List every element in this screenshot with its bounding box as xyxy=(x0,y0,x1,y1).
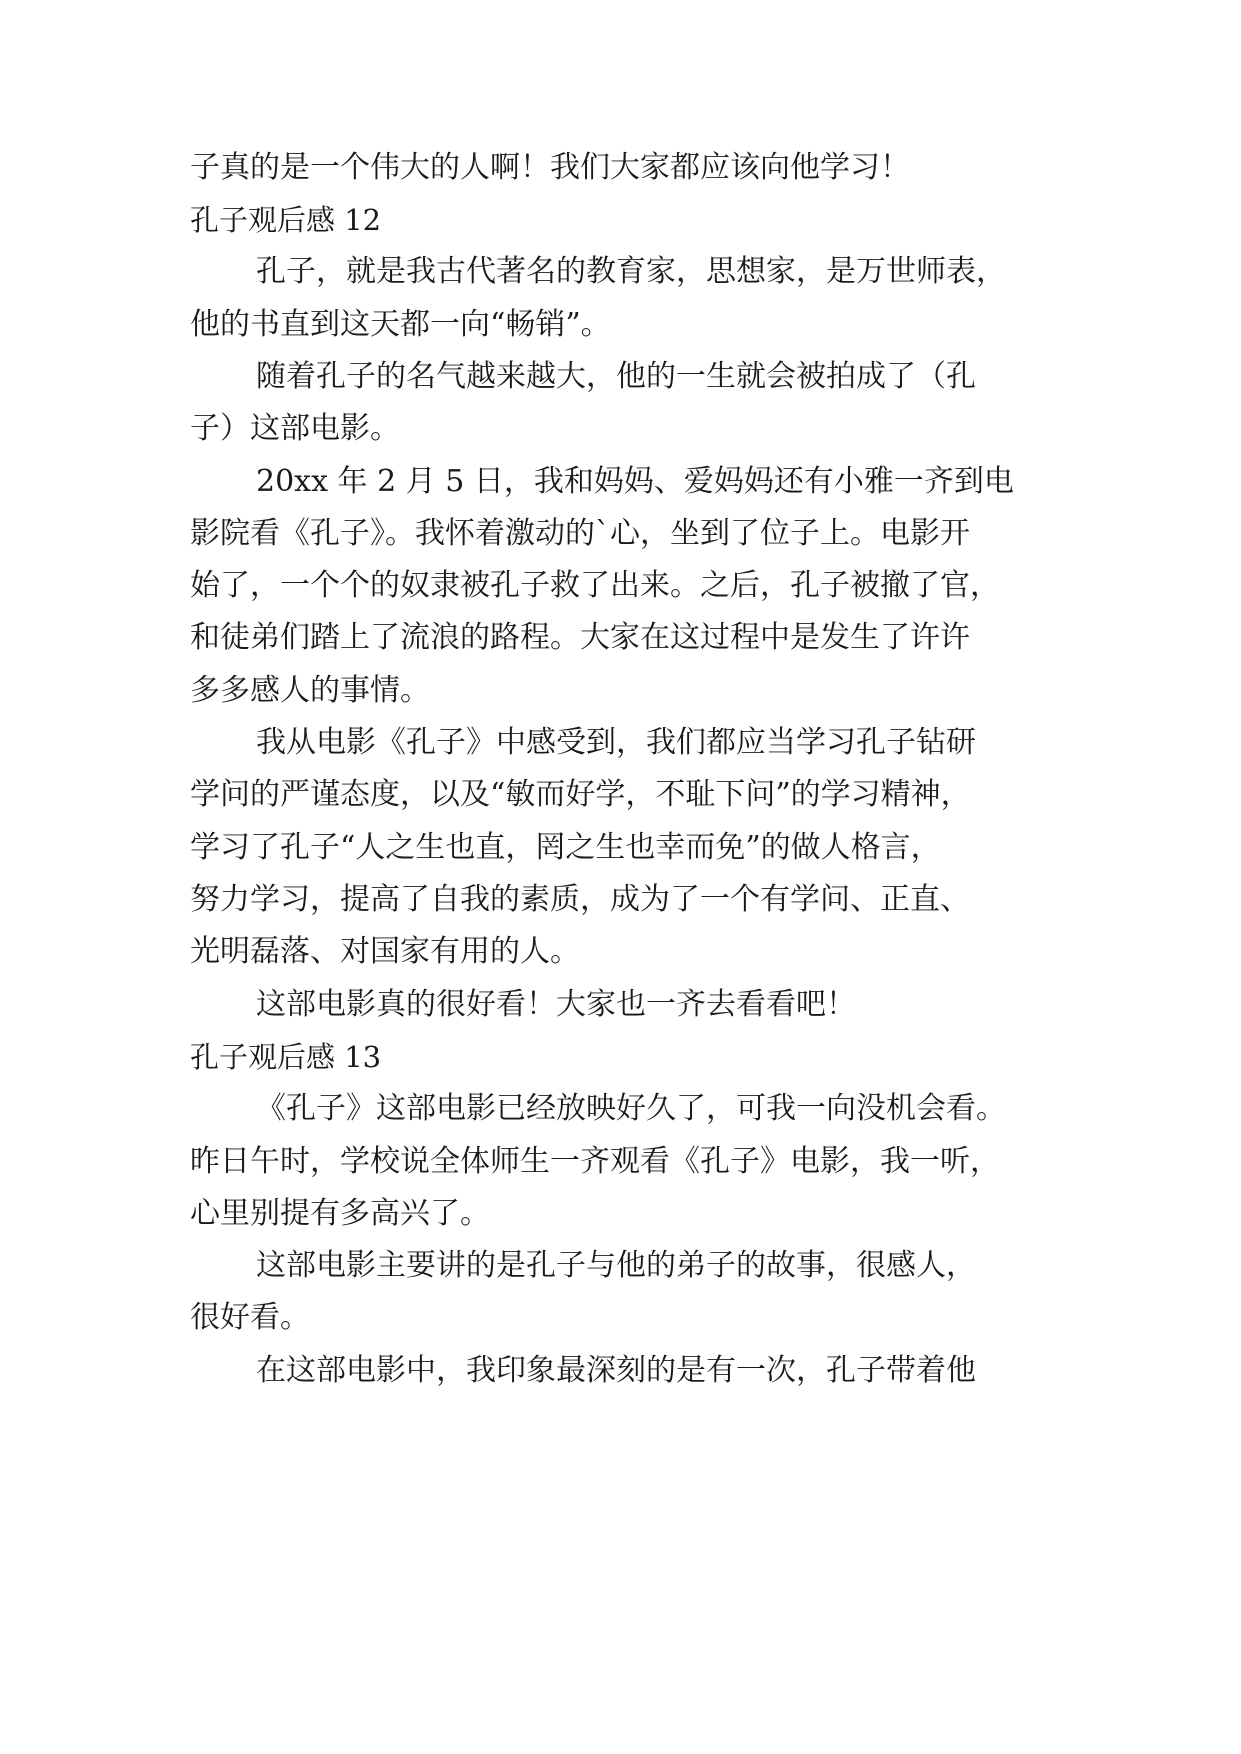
text-line: 他的书直到这天都一向“畅销”。 xyxy=(190,307,611,342)
text-line: 《孔子》这部电影已经放映好久了，可我一向没机会看。 xyxy=(256,1091,1006,1126)
text-line: 这部电影真的很好看！大家也一齐去看看吧！ xyxy=(256,987,856,1022)
text-line: 影院看《孔子》。我怀着激动的`心，坐到了位子上。电影开 xyxy=(190,516,970,551)
text-line: 在这部电影中，我印象最深刻的是有一次，孔子带着他 xyxy=(256,1353,976,1388)
text-line: 孔子，就是我古代著名的教育家，思想家，是万世师表， xyxy=(256,254,1006,289)
section-heading: 孔子观后感 12 xyxy=(190,203,382,237)
text-line: 子真的是一个伟大的人啊！我们大家都应该向他学习！ xyxy=(190,150,910,185)
text-line: 这部电影主要讲的是孔子与他的弟子的故事，很感人， xyxy=(256,1248,976,1283)
section-heading: 孔子观后感 13 xyxy=(190,1040,382,1074)
text-line: 多多感人的事情。 xyxy=(190,673,430,708)
text-line: 20xx 年 2 月 5 日，我和妈妈、爱妈妈还有小雅一齐到电 xyxy=(256,464,1014,499)
text-line: 学问的严谨态度，以及“敏而好学，不耻下问”的学习精神， xyxy=(190,777,971,812)
text-line: 我从电影《孔子》中感受到，我们都应当学习孔子钻研 xyxy=(256,725,976,760)
text-line: 和徒弟们踏上了流浪的路程。大家在这过程中是发生了许许 xyxy=(190,620,970,655)
text-line: 很好看。 xyxy=(190,1300,310,1335)
text-line: 学习了孔子“人之生也直，罔之生也幸而免”的做人格言， xyxy=(190,830,941,865)
text-line: 心里别提有多高兴了。 xyxy=(190,1196,490,1231)
text-line: 子）这部电影。 xyxy=(190,411,400,446)
text-line: 昨日午时，学校说全体师生一齐观看《孔子》电影，我一听， xyxy=(190,1144,1000,1179)
text-line: 随着孔子的名气越来越大，他的一生就会被拍成了（孔 xyxy=(256,359,976,394)
text-line: 光明磊落、对国家有用的人。 xyxy=(190,934,580,969)
text-line: 努力学习，提高了自我的素质，成为了一个有学问、正直、 xyxy=(190,882,970,917)
text-line: 始了，一个个的奴隶被孔子救了出来。之后，孔子被撤了官， xyxy=(190,568,1000,603)
